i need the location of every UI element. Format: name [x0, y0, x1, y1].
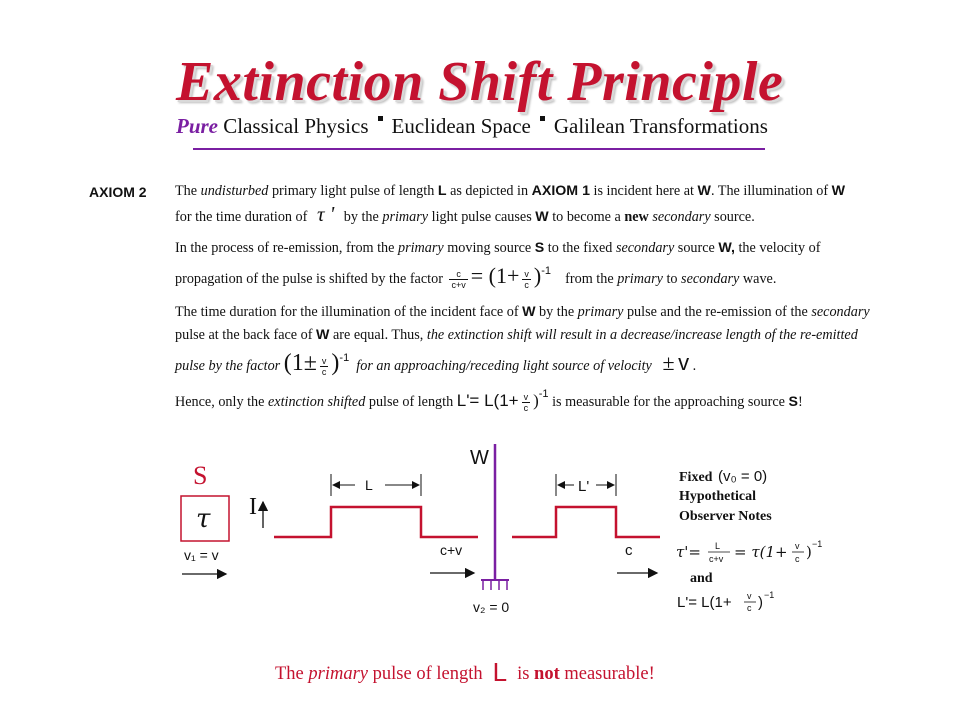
text: the velocity of [734, 240, 821, 256]
text: measurable! [559, 664, 655, 684]
text-secondary: secondary [681, 271, 740, 287]
tau-eq-b: = τ(1+ [734, 543, 788, 561]
paragraph-3-formula [175, 343, 885, 381]
plus-minus: ± [662, 350, 675, 375]
text-not: not [534, 664, 560, 684]
wall-label: W [470, 447, 489, 469]
text: is measurable for the approaching source [552, 394, 789, 410]
text: pulse of length [365, 394, 457, 410]
axiom-label: AXIOM 2 [89, 184, 147, 200]
frac-den: c [524, 280, 529, 291]
symbol-W: W [535, 209, 549, 225]
source-label: S [193, 461, 208, 490]
separator-dot [540, 116, 545, 121]
text: . The illumination of [710, 183, 832, 199]
symbol-L: L [492, 657, 508, 687]
symbol-W: W [831, 183, 846, 199]
text-primary: primary [398, 240, 444, 256]
frac-den: c [321, 367, 327, 378]
text: propagation of the pulse is shifted by the factor [175, 271, 443, 287]
page-title: Extinction Shift Principle [176, 51, 784, 113]
symbol-tau-prime: τ ' [316, 202, 335, 226]
frac-num: v [523, 392, 529, 403]
subtitle-pure: Pure [176, 114, 218, 138]
tau-close: ) [806, 543, 812, 561]
text: The [275, 664, 309, 684]
paragraph-3 [175, 301, 885, 347]
symbol-S: S [534, 240, 545, 256]
text: to become a [548, 209, 625, 225]
text: In the process of re-emission, from the [175, 240, 398, 256]
symbol-W: W [522, 304, 536, 320]
text-primary: primary [382, 209, 429, 225]
symbol-W: W [697, 183, 711, 199]
text-primary: primary [308, 664, 369, 684]
text: moving source [443, 240, 535, 256]
frac-den: c+v [451, 280, 466, 291]
text: are equal. Thus, [329, 327, 427, 343]
pulse-diagram [0, 430, 960, 630]
header-divider [193, 148, 765, 150]
length-L: L [365, 477, 373, 493]
text-undisturbed: undisturbed [200, 183, 269, 199]
text: pulse by the factor [175, 358, 281, 374]
text-secondary: secondary [615, 240, 675, 256]
text: The time duration for the illumination of the incident face of [175, 304, 523, 320]
lp-close: ) [758, 594, 763, 611]
notes-observer: Observer Notes [679, 509, 772, 524]
equation-part: = (1+ [470, 263, 520, 288]
text-extinction-shift: the extinction shift will result in a decrease/increase length of the re-emitted [426, 327, 858, 343]
symbol-L: L [437, 183, 447, 199]
source-velocity: v₁ = v [184, 547, 219, 563]
paragraph-1 [175, 180, 885, 229]
subtitle-classical: Classical Physics [223, 114, 369, 138]
equation-part: L'= L(1+ [456, 391, 519, 410]
text: by the [340, 209, 383, 225]
frac-num: v [524, 269, 529, 280]
subtitle-galilean: Galilean Transformations [553, 114, 768, 138]
subtitle [176, 114, 768, 139]
exponent: -1 [541, 265, 551, 277]
equation-part: ) [533, 391, 539, 410]
paragraph-4 [175, 380, 885, 416]
text-primary: primary [617, 271, 663, 287]
frac-num: c [449, 269, 467, 280]
text: is incident here at [589, 183, 698, 199]
text: is [517, 664, 535, 684]
text: source [674, 240, 719, 256]
fraction-c-over-cv [449, 269, 467, 290]
lp-exp: −1 [764, 590, 775, 600]
notes-fixed: Fixed [679, 470, 713, 485]
text: pulse and the re-emission of the [623, 304, 812, 320]
source-tau: τ [196, 504, 211, 534]
tau-frac-den: c+v [709, 554, 724, 564]
text: wave. [739, 271, 777, 287]
frac-num: v [321, 356, 327, 367]
text: for an approaching/receding light source of velocity [356, 358, 652, 374]
equation-part: (1± [283, 350, 317, 376]
lp-eq: L'= L(1+ [677, 594, 732, 611]
tau-eq-a: τ'= [676, 543, 701, 561]
notes-v0: (v₀ = 0) [718, 468, 768, 485]
text: Hence, only the [175, 394, 268, 410]
fraction-v-over-c [320, 356, 329, 377]
text: to [662, 271, 682, 287]
text: The [175, 183, 201, 199]
speed-cv: c+v [440, 542, 463, 558]
secondary-pulse [512, 507, 660, 537]
tau-frac2-den: c [795, 554, 800, 564]
fraction-v-over-c [522, 269, 531, 290]
primary-pulse [274, 507, 478, 537]
text-axiom1: AXIOM 1 [531, 183, 590, 199]
separator-dot [378, 116, 383, 121]
text-secondary: secondary [811, 304, 870, 320]
length-L-prime: L' [578, 478, 590, 495]
exponent: -1 [538, 388, 549, 400]
symbol-S: S [788, 394, 798, 410]
symbol-v: v [678, 350, 690, 375]
text: pulse at the back face of [175, 327, 317, 343]
paragraph-2 [175, 237, 885, 291]
lp-frac-den: c [747, 603, 752, 613]
text: pulse of length [368, 664, 483, 684]
text: as depicted in [446, 183, 532, 199]
tau-exp: −1 [812, 539, 823, 549]
text: for the time duration of [175, 209, 311, 225]
tau-frac-num: L [715, 541, 721, 551]
equation-part: ) [331, 350, 340, 376]
lp-frac-num: v [747, 591, 752, 601]
subtitle-euclidean: Euclidean Space [391, 114, 531, 138]
text-new: new [624, 209, 649, 225]
fraction-v-over-c [522, 392, 531, 413]
wall-velocity: v₂ = 0 [473, 599, 510, 615]
notes-and: and [690, 571, 713, 586]
text: light pulse causes [428, 209, 536, 225]
exponent: -1 [339, 352, 350, 364]
text: primary light pulse of length [268, 183, 438, 199]
text: ! [797, 394, 803, 410]
footer-statement [275, 657, 655, 688]
symbol-W: W [316, 327, 330, 343]
notes-hypothetical: Hypothetical [679, 489, 756, 504]
text-primary: primary [577, 304, 624, 320]
text-secondary: secondary [652, 209, 711, 225]
text: . [692, 358, 697, 374]
text-extinction-shifted: extinction shifted [267, 394, 366, 410]
speed-c: c [625, 542, 633, 559]
equation-part: ) [533, 263, 542, 288]
text: to the fixed [544, 240, 616, 256]
text: from the [565, 271, 618, 287]
symbol-W: W, [718, 240, 735, 256]
frac-den: c [523, 403, 529, 414]
text: source. [710, 209, 755, 225]
intensity-label: I [249, 494, 257, 520]
text: by the [535, 304, 578, 320]
tau-frac2-num: v [795, 541, 800, 551]
